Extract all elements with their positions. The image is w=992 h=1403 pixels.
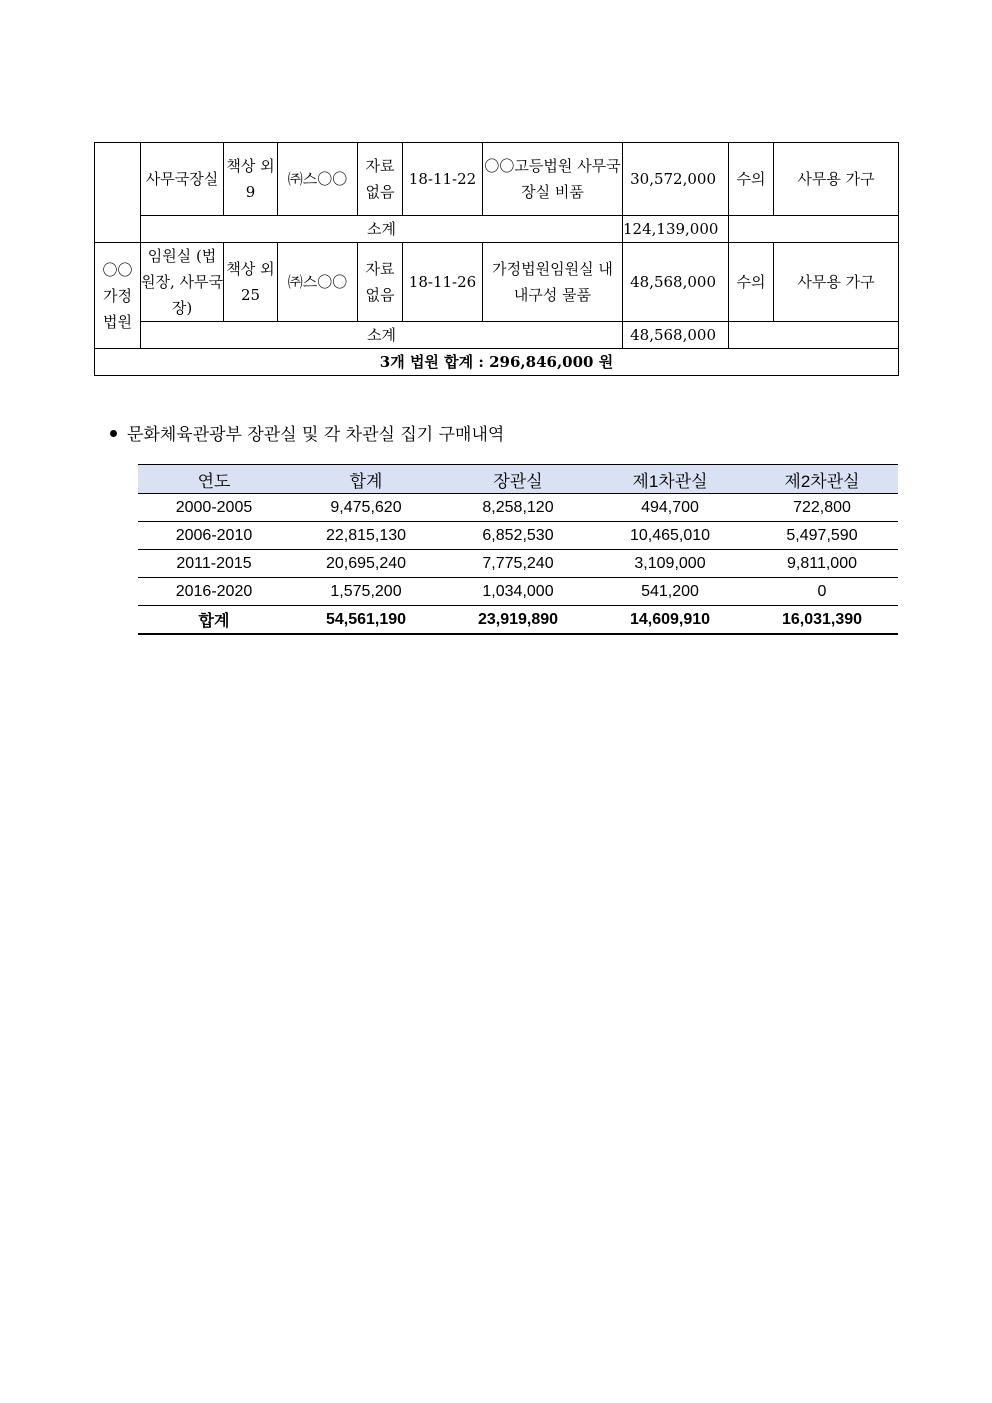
subtotal-amount: 48,568,000 — [623, 322, 729, 349]
table-cell: 1,575,200 — [290, 578, 442, 606]
dept-cell: 임원실 (법원장, 사무국장) — [141, 243, 224, 322]
table-cell: 2011-2015 — [138, 550, 290, 578]
desc-cell: 가정법원임원실 내 내구성 물품 — [483, 243, 623, 322]
amount-cell: 48,568,000 — [623, 243, 729, 322]
subtotal-row — [95, 216, 899, 243]
section-title-text: 문화체육관광부 장관실 및 각 차관실 집기 구매내역 — [127, 425, 505, 445]
subtotal-amount: 124,139,000 — [623, 216, 729, 243]
org-cell-empty — [95, 143, 141, 243]
table-cell: 20,695,240 — [290, 550, 442, 578]
table-cell: 2000-2005 — [138, 494, 290, 522]
ministry-purchase-table — [138, 464, 898, 635]
subtotal-empty — [729, 216, 899, 243]
subtotal-label: 소계 — [141, 216, 623, 243]
table-row — [95, 143, 899, 216]
item-cell: 책상 외 25 — [224, 243, 278, 322]
amount-cell: 30,572,000 — [623, 143, 729, 216]
method-cell: 수의 — [729, 243, 774, 322]
grand-total: 3개 법원 합계 : 296,846,000 원 — [95, 349, 899, 376]
column-header: 제2차관실 — [746, 465, 898, 494]
date-cell: 18-11-26 — [403, 243, 483, 322]
table-cell: 9,475,620 — [290, 494, 442, 522]
table-cell: 2016-2020 — [138, 578, 290, 606]
table-cell: 5,497,590 — [746, 522, 898, 550]
table-cell: 14,609,910 — [594, 606, 746, 635]
subtotal-label: 소계 — [141, 322, 623, 349]
vendor-cell: ㈜스〇〇 — [278, 243, 358, 322]
category-cell: 사무용 가구 — [774, 143, 899, 216]
table-row — [138, 494, 898, 522]
table-cell: 2006-2010 — [138, 522, 290, 550]
table-cell: 16,031,390 — [746, 606, 898, 635]
table-row — [95, 243, 899, 322]
table-cell: 10,465,010 — [594, 522, 746, 550]
table-cell: 541,200 — [594, 578, 746, 606]
item-cell: 책상 외 9 — [224, 143, 278, 216]
column-header: 합계 — [290, 465, 442, 494]
court-procurement-table — [94, 142, 899, 376]
table-cell: 722,800 — [746, 494, 898, 522]
section-heading — [110, 423, 504, 447]
column-header: 연도 — [138, 465, 290, 494]
table-row — [138, 550, 898, 578]
table-cell: 6,852,530 — [442, 522, 594, 550]
table-cell: 494,700 — [594, 494, 746, 522]
header-row — [138, 465, 898, 494]
table-cell: 합계 — [138, 606, 290, 635]
table-row — [138, 522, 898, 550]
date-cell: 18-11-22 — [403, 143, 483, 216]
total-row — [138, 606, 898, 635]
org-cell: 〇〇 가정 법원 — [95, 243, 141, 349]
table-row — [138, 578, 898, 606]
table-cell: 54,561,190 — [290, 606, 442, 635]
table-cell: 0 — [746, 578, 898, 606]
vendor-cell: ㈜스〇〇 — [278, 143, 358, 216]
column-header: 장관실 — [442, 465, 594, 494]
table-cell: 9,811,000 — [746, 550, 898, 578]
subtotal-row — [95, 322, 899, 349]
dept-cell: 사무국장실 — [141, 143, 224, 216]
table-cell: 3,109,000 — [594, 550, 746, 578]
quote-cell: 자료 없음 — [358, 243, 403, 322]
subtotal-empty — [729, 322, 899, 349]
table-cell: 1,034,000 — [442, 578, 594, 606]
table-cell: 22,815,130 — [290, 522, 442, 550]
grand-total-row — [95, 349, 899, 376]
method-cell: 수의 — [729, 143, 774, 216]
table-cell: 23,919,890 — [442, 606, 594, 635]
desc-cell: 〇〇고등법원 사무국장실 비품 — [483, 143, 623, 216]
quote-cell: 자료 없음 — [358, 143, 403, 216]
table-cell: 8,258,120 — [442, 494, 594, 522]
category-cell: 사무용 가구 — [774, 243, 899, 322]
bullet-icon — [110, 430, 117, 437]
table-cell: 7,775,240 — [442, 550, 594, 578]
column-header: 제1차관실 — [594, 465, 746, 494]
